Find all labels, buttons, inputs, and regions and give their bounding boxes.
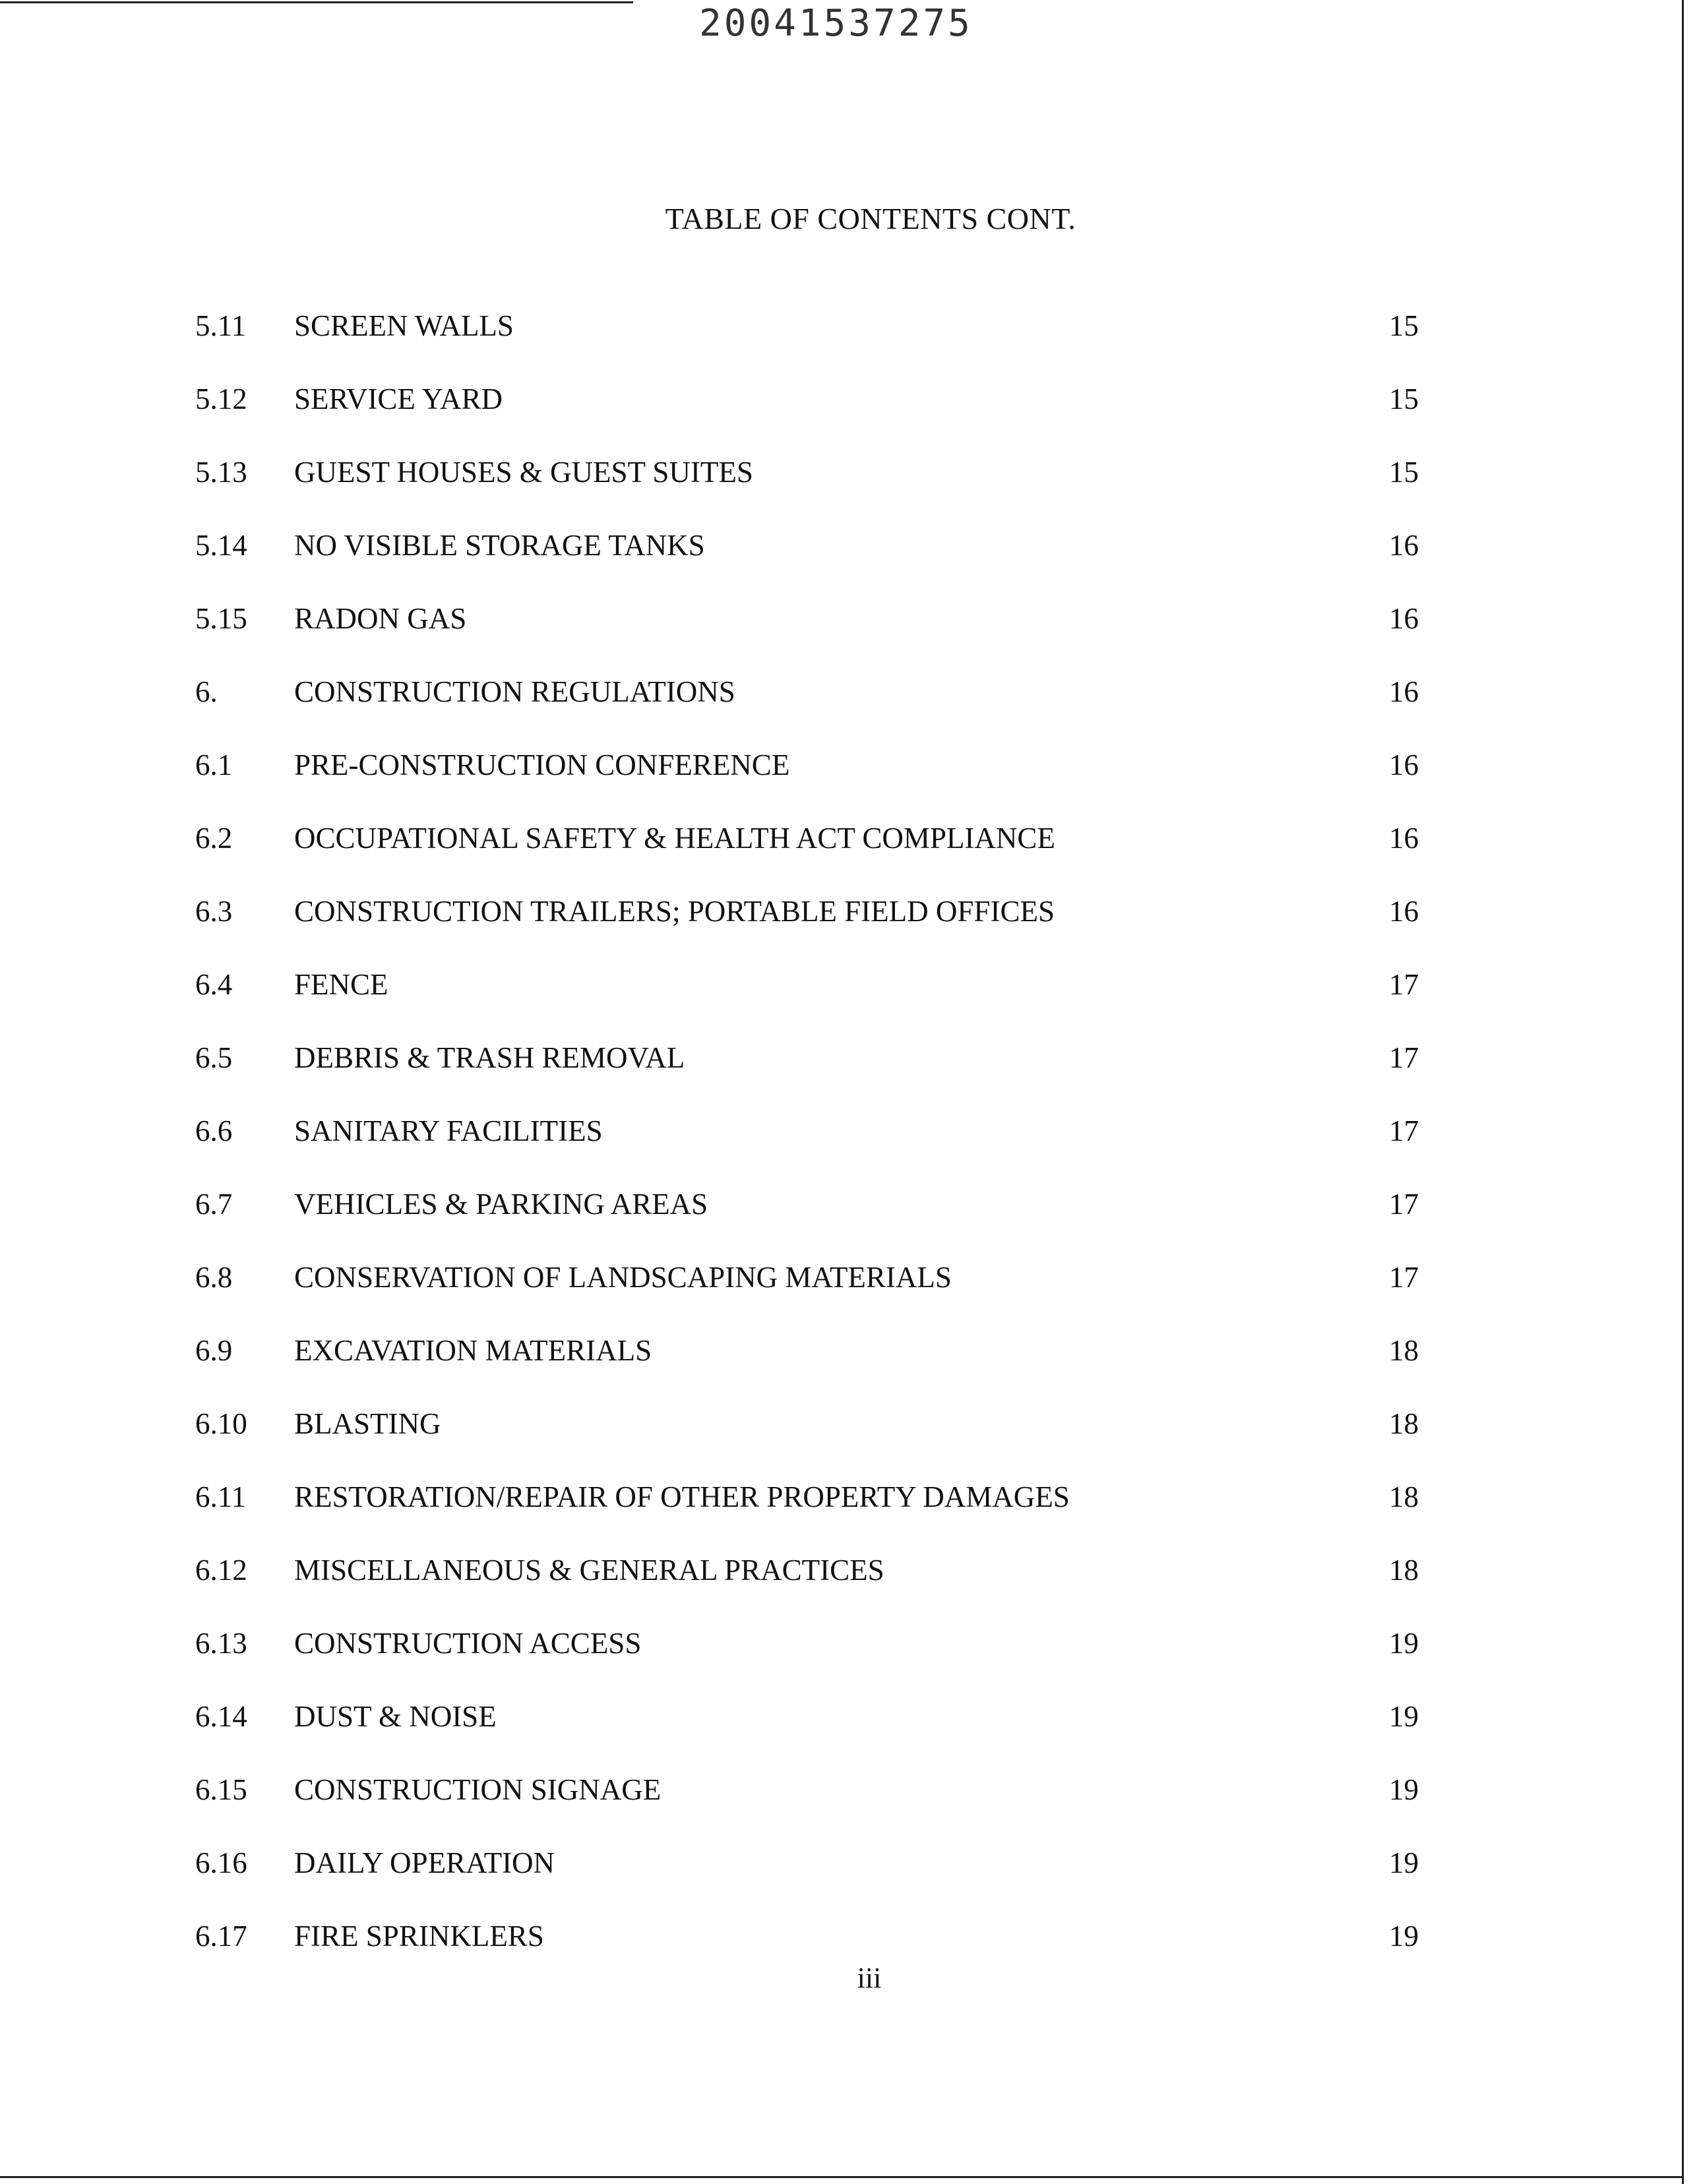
toc-entry-number: 6.15 [195, 1773, 247, 1806]
toc-entry-title: PRE-CONSTRUCTION CONFERENCE [294, 748, 790, 781]
toc-entry-number: 6.16 [195, 1846, 247, 1879]
toc-entry-number: 6.10 [195, 1407, 247, 1440]
toc-entry-page: 18 [1389, 1407, 1419, 1440]
toc-entry-page: 19 [1389, 1700, 1419, 1733]
toc-entry-number: 6.8 [195, 1261, 233, 1294]
toc-entry [0, 1844, 1699, 1918]
toc-entry [0, 966, 1699, 1039]
toc-entry-title: RADON GAS [294, 602, 467, 635]
toc-entry [0, 527, 1699, 600]
toc-entry-number: 6.6 [195, 1114, 233, 1147]
toc-entry-page: 19 [1389, 1627, 1419, 1660]
toc-title: TABLE OF CONTENTS CONT. [665, 202, 1076, 235]
toc-entry-number: 6.1 [195, 748, 233, 781]
toc-entry [0, 893, 1699, 966]
document-id: 20041537275 [699, 2, 973, 45]
toc-entry [0, 1112, 1699, 1186]
toc-entry [0, 673, 1699, 746]
toc-entry-page: 18 [1389, 1554, 1419, 1587]
toc-entry-title: CONSTRUCTION ACCESS [294, 1627, 642, 1660]
toc-entry-number: 6.7 [195, 1188, 233, 1221]
toc-entry-title: EXCAVATION MATERIALS [294, 1334, 652, 1367]
toc-entry-number: 6.5 [195, 1041, 233, 1074]
toc-entry-page: 19 [1389, 1846, 1419, 1879]
toc-entry [0, 600, 1699, 673]
toc-entry-title: CONSTRUCTION REGULATIONS [294, 675, 735, 708]
toc-entry-title: GUEST HOUSES & GUEST SUITES [294, 456, 753, 489]
toc-entry-number: 6. [195, 675, 218, 708]
toc-entry-title: RESTORATION/REPAIR OF OTHER PROPERTY DAMAGES [294, 1480, 1070, 1513]
toc-entry-number: 6.14 [195, 1700, 247, 1733]
toc-entry [0, 454, 1699, 527]
toc-entry-title: MISCELLANEOUS & GENERAL PRACTICES [294, 1554, 884, 1587]
toc-entry-page: 16 [1389, 748, 1419, 781]
toc-entry-title: VEHICLES & PARKING AREAS [294, 1188, 708, 1221]
toc-entry-page: 18 [1389, 1480, 1419, 1513]
toc-entry-page: 16 [1389, 602, 1419, 635]
toc-entry-number: 5.12 [195, 382, 247, 415]
toc-entry-page: 16 [1389, 822, 1419, 855]
toc-entry-page: 15 [1389, 456, 1419, 489]
toc-entry-title: BLASTING [294, 1407, 441, 1440]
toc-entry [0, 1405, 1699, 1478]
toc-entry-page: 17 [1389, 1041, 1419, 1074]
toc-entry-title: CONSTRUCTION TRAILERS; PORTABLE FIELD OFFICES [294, 895, 1055, 928]
toc-entry-title: CONSERVATION OF LANDSCAPING MATERIALS [294, 1261, 952, 1294]
toc-entry-page: 16 [1389, 675, 1419, 708]
toc-entry-page: 18 [1389, 1334, 1419, 1367]
toc-entry-title: FENCE [294, 968, 388, 1001]
toc-entry-number: 6.4 [195, 968, 233, 1001]
toc-entry [0, 307, 1699, 380]
toc-entry-title: SCREEN WALLS [294, 309, 514, 342]
toc-entry-number: 6.11 [195, 1480, 247, 1513]
toc-entry-page: 19 [1389, 1920, 1419, 1953]
toc-entry [0, 1259, 1699, 1332]
toc-entry-number: 5.11 [195, 309, 247, 342]
toc-entry-number: 6.12 [195, 1554, 247, 1587]
toc-entry [0, 1552, 1699, 1625]
toc-entry-page: 17 [1389, 1261, 1419, 1294]
toc-entry-title: SERVICE YARD [294, 382, 503, 415]
toc-entry [0, 1332, 1699, 1405]
toc-entry-title: SANITARY FACILITIES [294, 1114, 603, 1147]
toc-entry-page: 17 [1389, 1114, 1419, 1147]
scan-bottom-border [0, 2176, 1684, 2178]
toc-entry-number: 5.15 [195, 602, 247, 635]
toc-entry-number: 6.2 [195, 822, 233, 855]
toc-entry-number: 6.13 [195, 1627, 247, 1660]
toc-entry-page: 16 [1389, 529, 1419, 562]
toc-entry-title: FIRE SPRINKLERS [294, 1920, 544, 1953]
toc-list [0, 307, 1699, 1991]
toc-entry-number: 6.3 [195, 895, 233, 928]
scan-top-rule [0, 1, 633, 3]
toc-entry [0, 1771, 1699, 1844]
toc-entry-title: OCCUPATIONAL SAFETY & HEALTH ACT COMPLIANCE [294, 822, 1055, 855]
toc-entry-title: NO VISIBLE STORAGE TANKS [294, 529, 705, 562]
page-number: iii [857, 1962, 882, 1994]
toc-entry-title: CONSTRUCTION SIGNAGE [294, 1773, 662, 1806]
toc-entry-page: 19 [1389, 1773, 1419, 1806]
toc-entry [0, 746, 1699, 820]
toc-entry-page: 17 [1389, 968, 1419, 1001]
toc-entry-page: 15 [1389, 382, 1419, 415]
toc-entry [0, 1698, 1699, 1771]
toc-entry-number: 5.14 [195, 529, 247, 562]
toc-entry [0, 380, 1699, 454]
toc-entry-page: 17 [1389, 1188, 1419, 1221]
toc-entry-page: 16 [1389, 895, 1419, 928]
toc-entry-page: 15 [1389, 309, 1419, 342]
toc-entry-number: 6.9 [195, 1334, 233, 1367]
toc-entry [0, 1478, 1699, 1552]
toc-entry-title: DEBRIS & TRASH REMOVAL [294, 1041, 685, 1074]
toc-entry [0, 1186, 1699, 1259]
toc-entry-number: 6.17 [195, 1920, 247, 1953]
toc-entry-number: 5.13 [195, 456, 247, 489]
toc-entry-title: DAILY OPERATION [294, 1846, 555, 1879]
toc-entry [0, 1039, 1699, 1112]
toc-entry [0, 1625, 1699, 1698]
toc-entry [0, 820, 1699, 893]
toc-entry-title: DUST & NOISE [294, 1700, 497, 1733]
